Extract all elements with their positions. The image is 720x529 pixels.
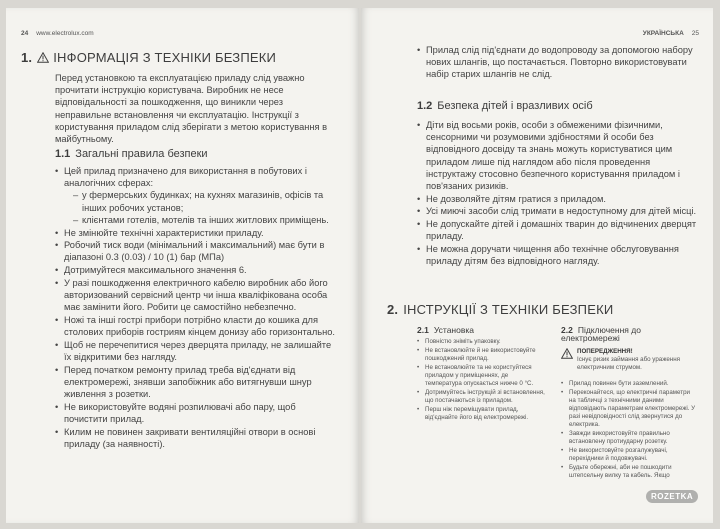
- right-page-header: [643, 30, 699, 37]
- list-item: • Не змінюйте технічні характеристики приладу.: [55, 227, 340, 239]
- list-item: • Дотримуйтесь інструкцій зі встановлення, що постачаються із приладом.: [417, 389, 545, 405]
- section-number: 1.: [21, 50, 33, 65]
- subsection-title: Підключення до електромережі: [561, 325, 641, 343]
- list-item: • Не встановлюйте та не користуйтеся приладом у приміщеннях, де температура опускається нижче 0 °C.: [417, 364, 545, 388]
- section-2-heading: [387, 302, 613, 317]
- water-supply-list: [417, 44, 701, 81]
- list-item: • Не встановлюйте й не використовуйте пошкоджений прилад.: [417, 347, 545, 363]
- list-item: • Робочий тиск води (мінімальний і максимальний) має бути в діапазоні 0.3 (0.03) / 10 (1) бар (МПа): [55, 239, 340, 263]
- language-label: УКРАЇНСЬКА: [642, 30, 684, 37]
- list-item: • Прилад слід під'єднати до водопроводу за допомогою набору нових шлангів, що постачається. Повторно використовувати набір старих шлангів не слід.: [417, 44, 701, 81]
- list-item: • Завжди використовуйте правильно встановлену протиударну розетку.: [561, 430, 696, 446]
- subsection-1-1-heading: [55, 148, 208, 160]
- list-item: • Не використовуйте розгалужувачі, перехідники й подовжувачі.: [561, 447, 696, 463]
- list-item: • Не допускайте дітей і домашніх тварин до відчинених дверцят приладу.: [417, 218, 701, 242]
- list-item: • Не можна доручати чищення або технічне обслуговування приладу дітям без відповідного нагляду.: [417, 243, 701, 267]
- section-number: 2.: [387, 302, 399, 317]
- list-item-text: Цей прилад призначено для використання в побутових і аналогічних сферах:: [64, 166, 307, 189]
- subsection-2-2-heading: [561, 326, 696, 342]
- left-page-header: [21, 30, 94, 37]
- subsection-2-1-heading: [417, 326, 545, 334]
- intro-paragraph: Перед установкою та експлуатацією приладу слід уважно прочитати інструкцію користувача. Виробник не несе відповідальності за пошкодження, що виникли через неправильне встановлення чи експлуатацію. Інструкції з користування приладом слід зберігати з метою користування в майбутньому.: [55, 73, 328, 145]
- section-title: ІНСТРУКЦІЇ З ТЕХНІКИ БЕЗПЕКИ: [403, 302, 614, 317]
- watermark-logo: ROZETKA: [646, 490, 698, 503]
- installation-column: [417, 326, 545, 423]
- list-item: • Ножі та інші гострі прибори потрібно класти до кошика для столових приборів гостриям кінцем донизу або горизонтально.: [55, 314, 340, 338]
- list-item: • Не дозволяйте дітям гратися з приладом.: [417, 193, 701, 205]
- list-item: [55, 165, 340, 226]
- installation-list: [417, 338, 545, 422]
- list-item: • Усі миючі засоби слід тримати в недоступному для дітей місці.: [417, 205, 701, 217]
- general-safety-list: [55, 165, 340, 451]
- warning-title: ПОПЕРЕДЖЕННЯ!: [577, 348, 633, 355]
- right-page: [361, 8, 713, 523]
- list-item: • Перед початком ремонту прилад треба від'єднати від електромережі, знявши запобіжник або витягнувши шнур живлення з розетки.: [55, 364, 340, 401]
- warning-box: [561, 348, 696, 372]
- subsection-title: Установка: [433, 325, 475, 335]
- left-page: [6, 8, 359, 523]
- list-item: • Щоб не перечепитися через дверцята приладу, не залишайте їх відкритими без нагляду.: [55, 339, 340, 363]
- subsection-number: 1.2: [417, 100, 433, 112]
- subsection-number: 1.1: [55, 148, 71, 160]
- list-item: • Перш ніж переміщувати прилад, від'єднайте його від електромережі.: [417, 406, 545, 422]
- list-item: • Килим не повинен закривати вентиляційні отвори в основі приладу (за наявності).: [55, 426, 340, 450]
- subsection-number: 2.1: [417, 325, 429, 335]
- list-item: • Повністю зніміть упаковку.: [417, 338, 545, 346]
- list-item: • Діти від восьми років, особи з обмеженими фізичними, сенсорними чи розумовими здібностями й особи без відповідного досвіду та знань можуть користуватися цим приладом лише під наглядом або після проведення інструктажу стосовно безпечного користування приладом і пов'язаних ризиків.: [417, 119, 701, 192]
- subsection-title: Безпека дітей і вразливих осіб: [437, 100, 593, 112]
- section-1-heading: [21, 50, 276, 65]
- section-title: ІНФОРМАЦІЯ З ТЕХНІКИ БЕЗПЕКИ: [53, 50, 277, 65]
- subsection-1-2-heading: [417, 100, 593, 112]
- electrical-list: [561, 380, 696, 480]
- list-item: • Дотримуйтеся максимального значення 6.: [55, 264, 340, 276]
- list-item: • Не використовуйте водяні розпилювачі або пару, щоб почистити прилад.: [55, 401, 340, 425]
- site-url: www.electrolux.com: [36, 30, 94, 37]
- list-item: • Прилад повинен бути заземлений.: [561, 380, 696, 388]
- page-number: 25: [691, 30, 699, 37]
- subsection-number: 2.2: [561, 325, 573, 335]
- warning-icon: [37, 52, 49, 63]
- children-safety-list: [417, 119, 701, 268]
- list-item: • У разі пошкодження електричного кабелю виробник або його авторизований сервісний центр чи інша кваліфікована особа має замінити його. Робити це самостійно небезпечно.: [55, 277, 340, 314]
- list-item: • Переконайтеся, що електричні параметри на табличці з технічними даними відповідають параметрам електромережі. У разі невідповідності слід звернутися до електрика.: [561, 389, 696, 429]
- warning-icon: [561, 348, 573, 359]
- sub-list-item: – у фермерських будинках; на кухнях магазинів, офісів та інших робочих установ;: [73, 189, 340, 213]
- page-number: 24: [21, 30, 29, 37]
- sub-list: [64, 189, 340, 226]
- sub-list-item: – клієнтами готелів, мотелів та інших житлових приміщень.: [73, 214, 340, 226]
- electrical-column: [561, 326, 696, 481]
- warning-text: Існує ризик займання або ураження електричним струмом.: [577, 356, 680, 371]
- subsection-title: Загальні правила безпеки: [75, 148, 208, 160]
- list-item: • Будьте обережні, аби не пошкодити штепсельну вилку та кабель. Якщо: [561, 464, 696, 480]
